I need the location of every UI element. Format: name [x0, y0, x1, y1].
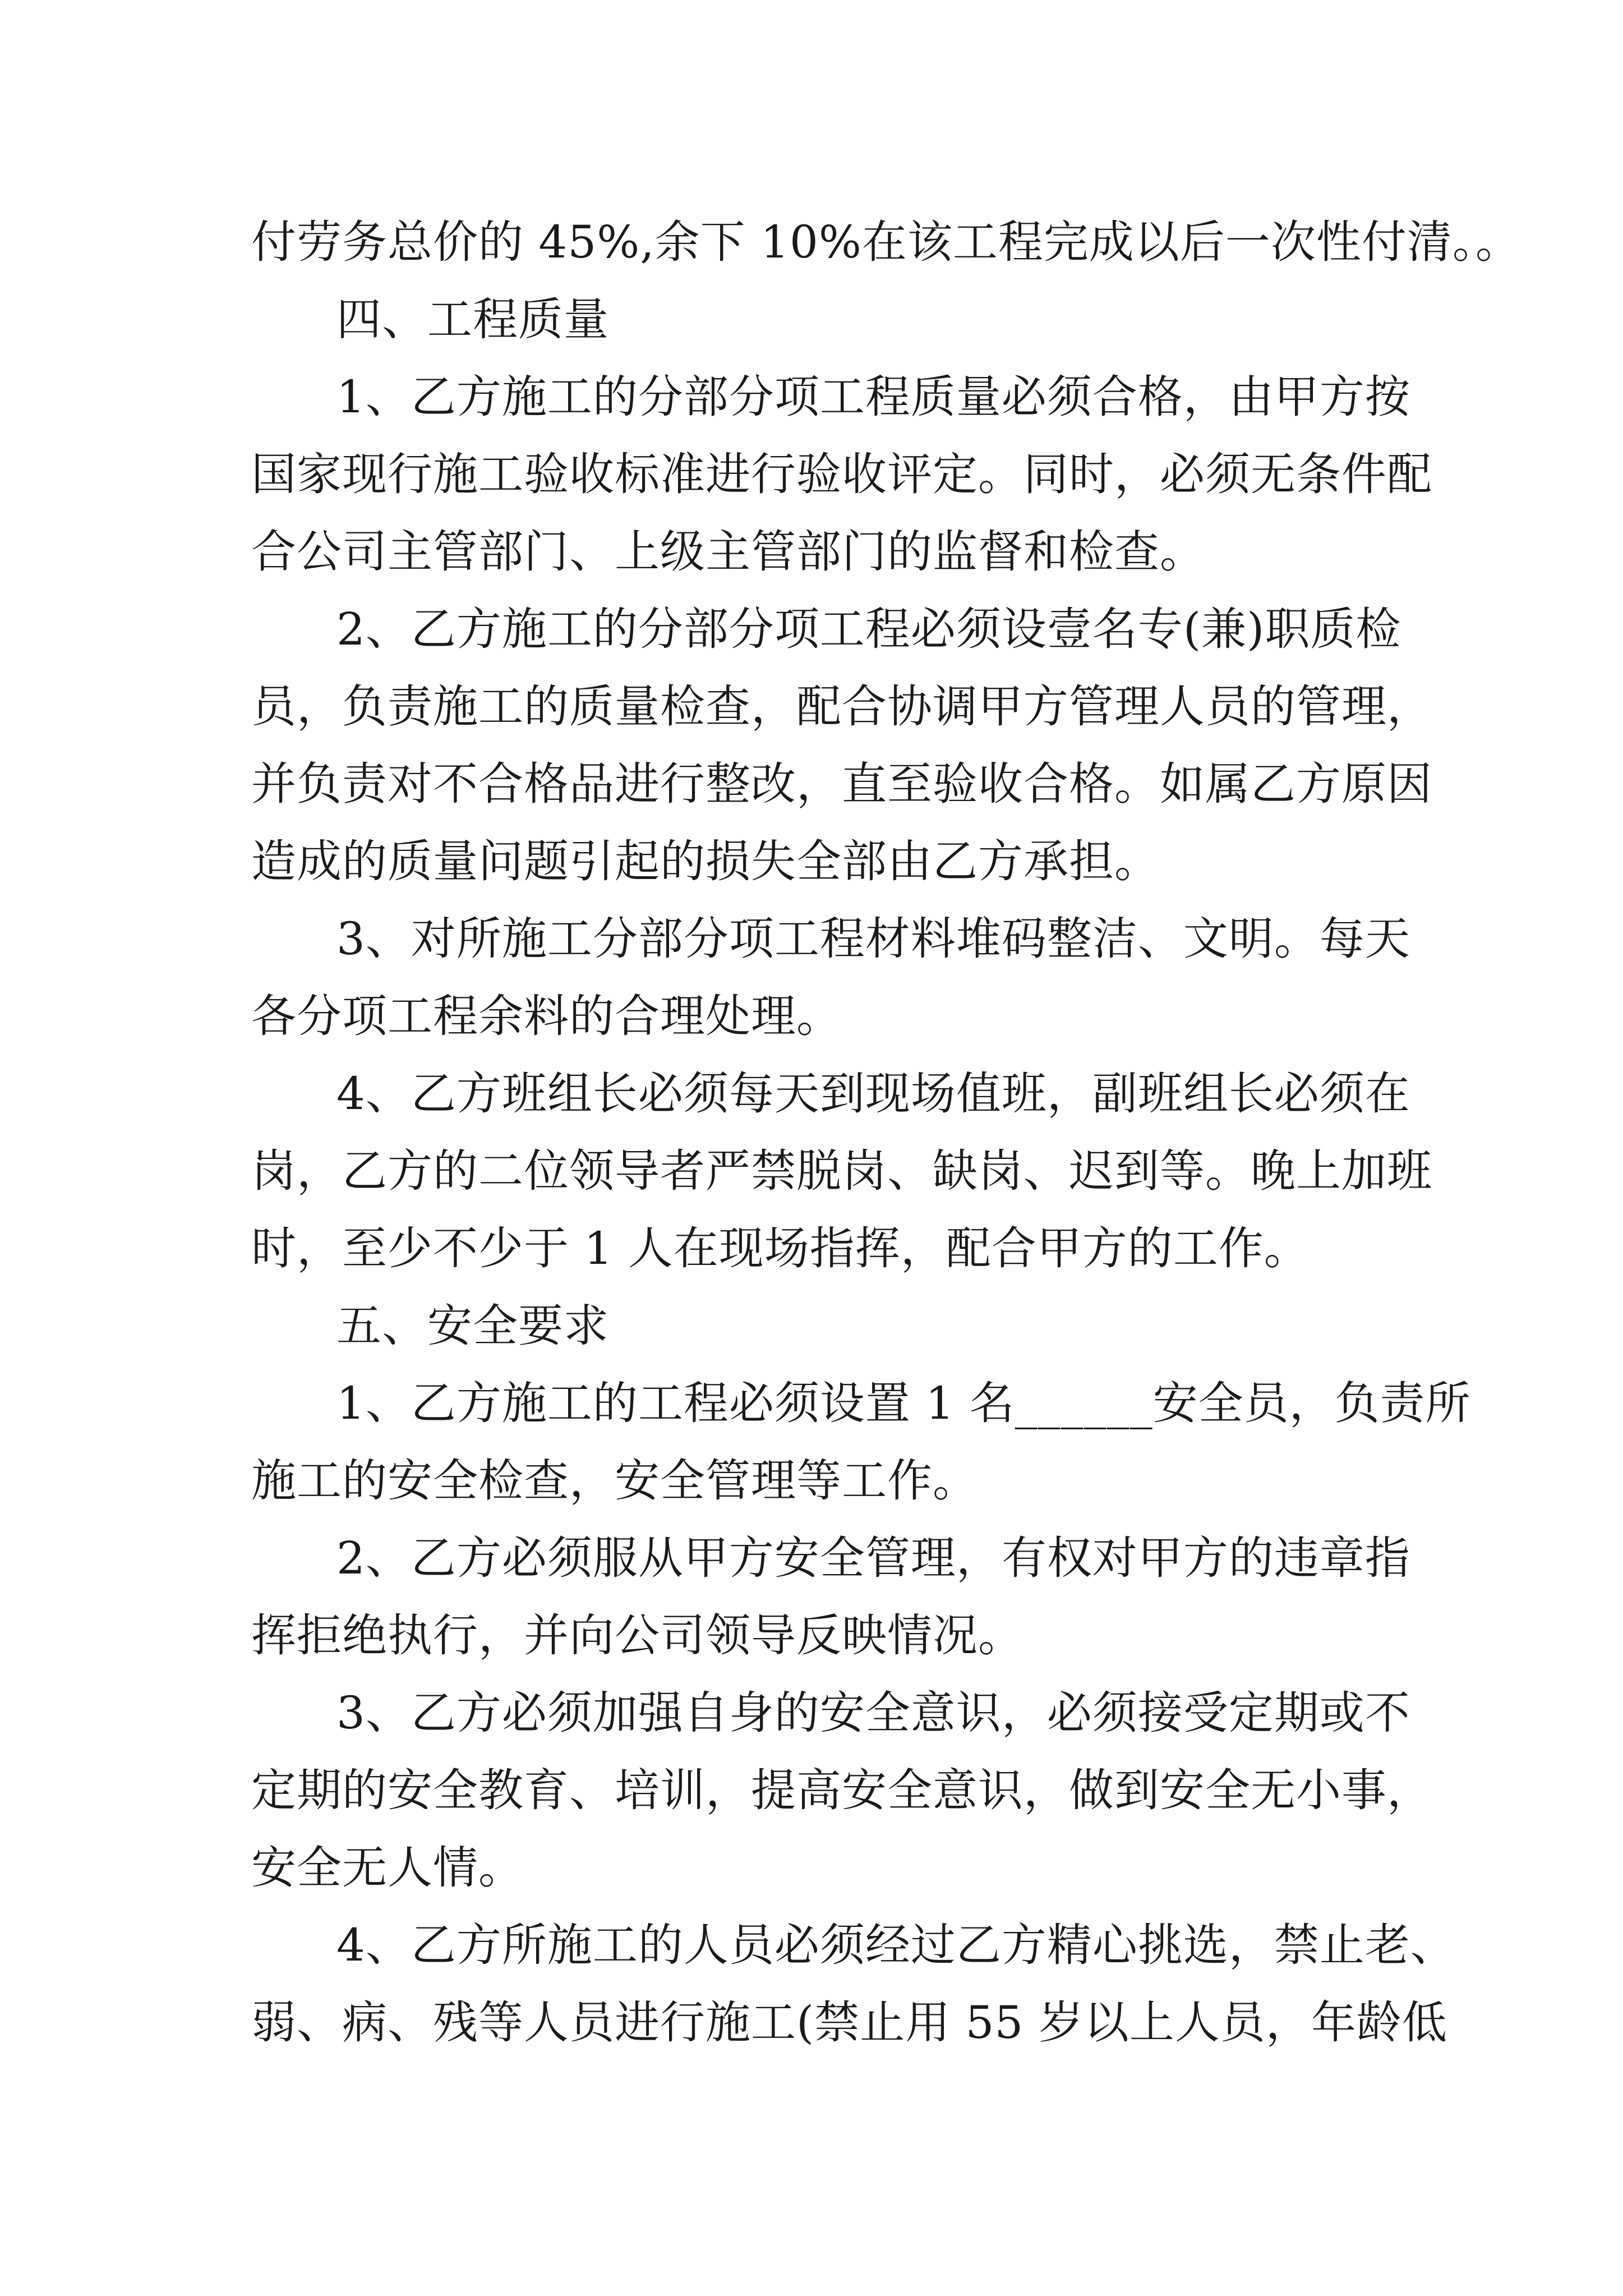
text-line: 4、乙方班组长必须每天到现场值班，副班组长必须在: [336, 1068, 1410, 1120]
text-line: 1、乙方施工的工程必须设置 1 名______安全员，负责所: [336, 1377, 1471, 1429]
text-line: 岗，乙方的二位领导者严禁脱岗、缺岗、迟到等。晚上加班: [251, 1145, 1432, 1197]
text-line: 1、乙方施工的分部分项工程质量必须合格，由甲方按: [336, 371, 1410, 423]
text-line: 时，至少不少于 1 人在现场指挥，配合甲方的工作。: [251, 1222, 1310, 1274]
text-line: 造成的质量问题引起的损失全部由乙方承担。: [251, 835, 1160, 887]
text-line: 弱、病、残等人员进行施工(禁止用 55 岁以上人员，年龄低: [251, 1996, 1447, 2049]
text-line: 定期的安全教育、培训，提高安全意识，做到安全无小事，: [251, 1764, 1432, 1816]
section-heading-safety: 五、安全要求: [336, 1300, 609, 1352]
text-line: 各分项工程余料的合理处理。: [251, 990, 842, 1042]
text-line: 合公司主管部门、上级主管部门的监督和检查。: [251, 526, 1205, 578]
text-line: 2、乙方施工的分部分项工程必须设壹名专(兼)职质检: [336, 603, 1401, 655]
text-line: 挥拒绝执行，并向公司领导反映情况。: [251, 1609, 1023, 1662]
text-line: 3、对所施工分部分项工程材料堆码整洁、文明。每天: [336, 913, 1410, 965]
section-heading-quality: 四、工程质量: [336, 293, 609, 346]
text-line: 国家现行施工验收标准进行验收评定。同时，必须无条件配: [251, 448, 1432, 500]
text-line: 4、乙方所施工的人员必须经过乙方精心挑选，禁止老、: [336, 1919, 1456, 1971]
text-line: 员，负责施工的质量检查，配合协调甲方管理人员的管理，: [251, 680, 1432, 733]
text-line: 2、乙方必须服从甲方安全管理，有权对甲方的违章指: [336, 1532, 1410, 1584]
text-line: 施工的安全检查，安全管理等工作。: [251, 1455, 978, 1507]
text-line: 安全无人情。: [251, 1842, 524, 1894]
text-line: 并负责对不合格品进行整改，直至验收合格。如属乙方原因: [251, 758, 1432, 810]
text-line: 付劳务总价的 45%,余下 10%在该工程完成以后一次性付清。。: [251, 216, 1521, 268]
text-line: 3、乙方必须加强自身的安全意识，必须接受定期或不: [336, 1687, 1410, 1739]
